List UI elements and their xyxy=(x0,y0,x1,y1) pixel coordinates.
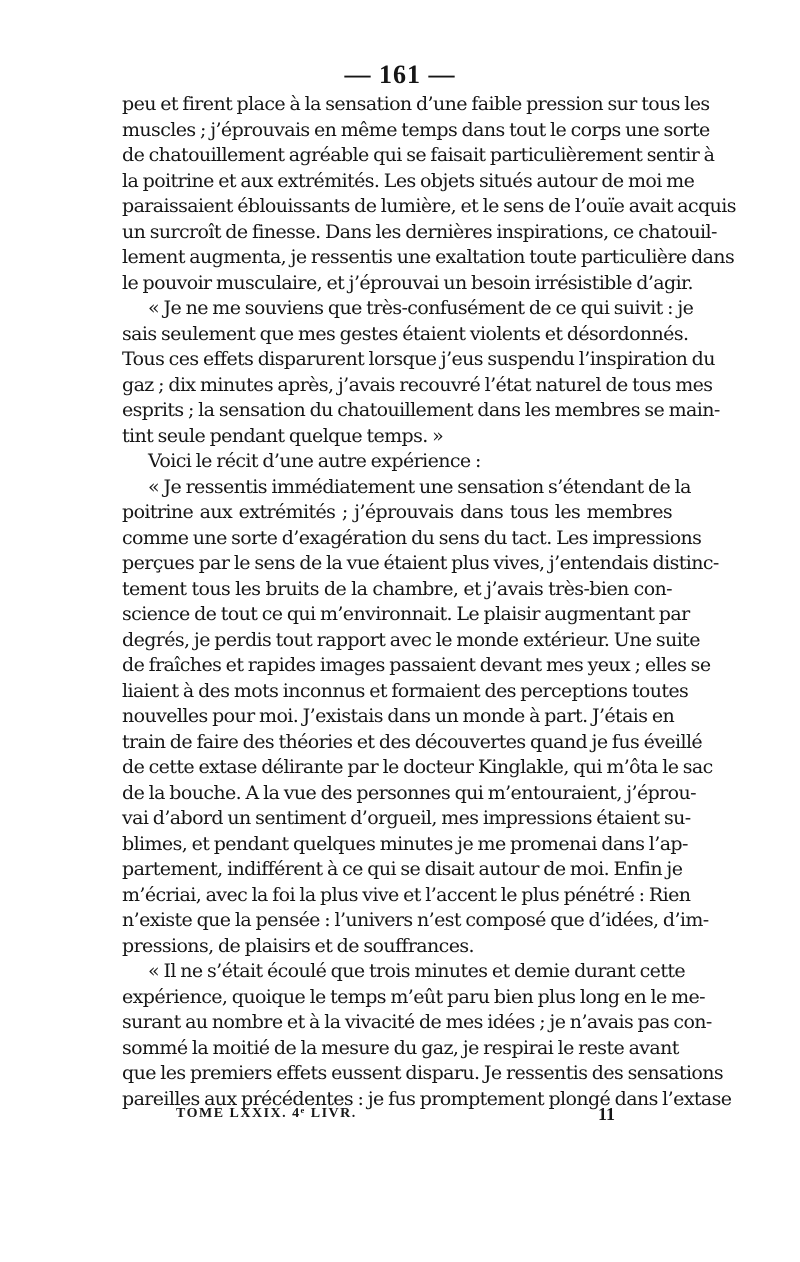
text-line: la poitrine et aux extrémités. Les objets situés autour de moi me xyxy=(122,169,695,192)
text-line: n’existe que la pensée : l’univers n’est composé que d’idées, d’im- xyxy=(122,909,709,931)
text-line: expérience, quoique le temps m’eût paru bien plus long en le me- xyxy=(122,985,705,1008)
text-line: le pouvoir musculaire, et j’éprouvai un besoin irrésistible d’agir. xyxy=(122,271,693,294)
text-line: comme une sorte d’exagération du sens du tact. Les impressions xyxy=(122,526,702,549)
text-line: sais seulement que mes gestes étaient violents et désordonnés. xyxy=(122,322,689,345)
signature-number: 11 xyxy=(598,1104,616,1124)
text-line: paraissaient éblouissants de lumière, et le sens de l’ouïe avait acquis xyxy=(122,195,736,217)
text-line: m’écriai, avec la foi la plus vive et l’accent le plus pénétré : Rien xyxy=(122,883,691,906)
text-line: gaz ; dix minutes après, j’avais recouvré l’état naturel de tous mes xyxy=(122,373,713,396)
text-line: blimes, et pendant quelques minutes je me promenai dans l’ap- xyxy=(122,832,688,855)
text-line: peu et firent place à la sensation d’une faible pression sur tous les xyxy=(122,93,710,115)
text-line: muscles ; j’éprouvais en même temps dans tout le corps une sorte xyxy=(122,118,710,141)
text-line: partement, indifférent à ce qui se disait autour de moi. Enfin je xyxy=(122,858,683,880)
text-line: tement tous les bruits de la chambre, et j’avais très-bien con- xyxy=(122,577,672,600)
text-line: esprits ; la sensation du chatouillement dans les membres se main- xyxy=(122,399,720,421)
text-line: un surcroît de finesse. Dans les dernières inspirations, ce chatouil- xyxy=(122,220,717,243)
text-line: liaient à des mots inconnus et formaient des perceptions toutes xyxy=(122,679,689,702)
text-line: sommé la moitié de la mesure du gaz, je respirai le reste avant xyxy=(122,1036,679,1059)
text-line: de cette extase délirante par le docteur Kinglakle, qui m’ôta le sac xyxy=(122,756,713,778)
text-line: pressions, de plaisirs et de souffrances. xyxy=(122,934,474,957)
text-line: de chatouillement agréable qui se faisait particulièrement sentir à xyxy=(122,144,715,166)
text-line: science de tout ce qui m’environnait. Le plaisir augmentant par xyxy=(122,603,690,625)
text-line: lement augmenta, je ressentis une exaltation toute particulière dans xyxy=(122,246,735,268)
page-footer xyxy=(0,1104,800,1128)
text-line: que les premiers effets eussent disparu. Je ressentis des sensations xyxy=(122,1062,724,1084)
text-line: perçues par le sens de la vue étaient plus vives, j’entendais distinc- xyxy=(122,552,719,574)
text-line: poitrine aux extrémités ; j’éprouvais dans tous les membres xyxy=(122,501,672,523)
page-number: — 161 — xyxy=(344,60,456,89)
text-line: degrés, je perdis tout rapport avec le monde extérieur. Une suite xyxy=(122,628,700,651)
text-line: tint seule pendant quelque temps. » xyxy=(122,424,444,447)
text-line: surant au nombre et à la vivacité de mes idées ; je n’avais pas con- xyxy=(122,1011,712,1033)
text-line: « Je ressentis immédiatement une sensation s’étendant de la xyxy=(148,475,691,498)
text-line: de la bouche. A la vue des personnes qui m’entouraient, j’éprou- xyxy=(122,781,696,804)
text-line: de fraîches et rapides images passaient devant mes yeux ; elles se xyxy=(122,654,711,676)
text-line: pareilles aux précédentes : je fus promptement plongé dans l’extase xyxy=(122,1087,732,1110)
text-line: vai d’abord un sentiment d’orgueil, mes impressions étaient su- xyxy=(122,807,691,829)
text-line: nouvelles pour moi. J’existais dans un monde à part. J’étais en xyxy=(122,705,675,727)
text-line: Tous ces effets disparurent lorsque j’eus suspendu l’inspiration du xyxy=(122,348,715,370)
text-line: train de faire des théories et des découvertes quand je fus éveillé xyxy=(122,730,703,753)
body-text xyxy=(122,92,736,1112)
volume-signature: TOME LXXIX. 4ᵉ LIVR. xyxy=(176,1106,357,1121)
text-line: « Je ne me souviens que très-confusément de ce qui suivit : je xyxy=(148,297,694,319)
text-line: « Il ne s’était écoulé que trois minutes et demie durant cette xyxy=(148,960,686,982)
text-line: Voici le récit d’une autre expérience : xyxy=(148,450,481,472)
